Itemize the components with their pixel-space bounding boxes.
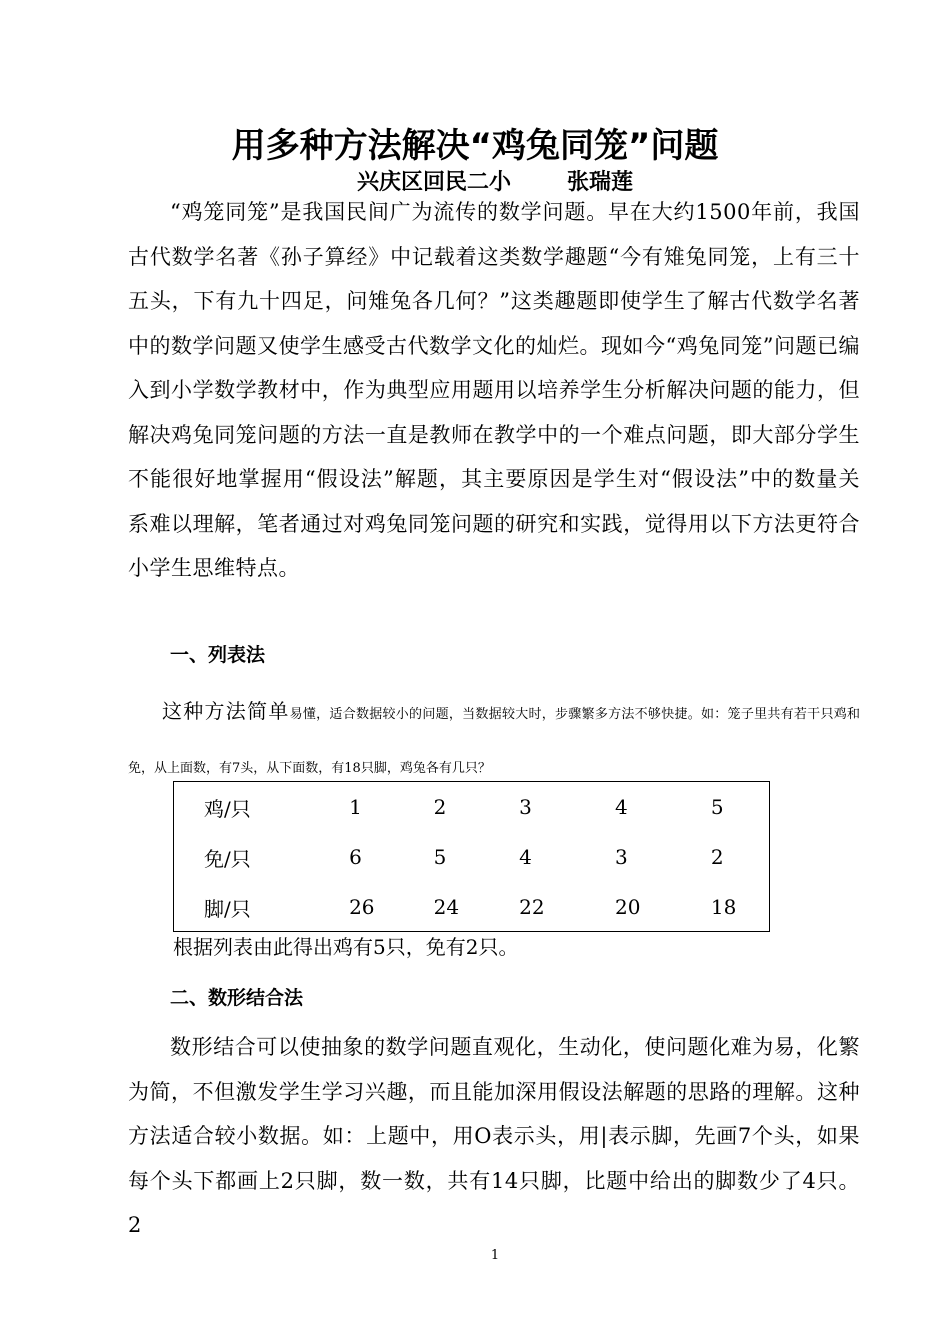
table-cell: 5 [433, 845, 447, 869]
list-method-paragraph [128, 684, 860, 796]
chicken-rabbit-table [173, 781, 770, 932]
table-cell: 脚/只 [204, 896, 251, 921]
table-cell: 鸡/只 [204, 796, 251, 821]
table-cell: 2 [710, 845, 724, 869]
table-row [174, 832, 769, 882]
table-cell: 22 [519, 895, 545, 919]
table-cell: 18 [710, 895, 737, 919]
section-heading-graphic-method: 二、数形结合法 [170, 987, 304, 1009]
author-name: 张瑞莲 [567, 170, 634, 195]
table-row [174, 782, 769, 832]
table-cell: 2 [433, 795, 447, 819]
table-row [174, 882, 769, 932]
table-cell: 6 [349, 845, 362, 869]
table-cell: 24 [433, 895, 460, 919]
table-cell: 免/只 [204, 846, 251, 871]
table-cell: 20 [614, 895, 641, 919]
list-method-lead: 这种方法简单 [162, 699, 290, 723]
table-cell: 4 [519, 845, 532, 869]
section-heading-list-method: 一、列表法 [170, 644, 266, 666]
document-title: 用多种方法解决“鸡兔同笼”问题 [231, 126, 719, 166]
intro-paragraph: “鸡笼同笼”是我国民间广为流传的数学问题。早在大约1500年前，我国古代数学名著《孙子算经》中记载着这类数学趣题“今有雉兔同笼，上有三十五头，下有九十四足，问雉兔各几何？”这类趣题即使学生了解古代数学名著中的数学问题又使学生感受古代数学文化的灿烂。现如今“鸡兔同笼”问题已编入到小学数学教材中，作为典型应用题用以培养学生分析解决问题的能力，但解决鸡兔同笼问题的方法一直是教师在教学中的一个难点问题，即大部分学生不能很好地掌握用“假设法”解题，其主要原因是学生对“假设法”中的数量关系难以理解，笔者通过对鸡兔同笼问题的研究和实践，觉得用以下方法更符合小学生思维特点。 [128, 200, 860, 580]
list-method-body: 易懂，适合数据较小的问题，当数据较大时，步骤繁多方法不够快捷。如：笼子里共有若干只鸡和免，从上面数，有7头，从下面数，有18只脚，鸡兔各有几只？ [128, 707, 860, 776]
table-cell: 3 [614, 845, 628, 869]
table-cell: 3 [519, 795, 532, 819]
table-conclusion: 根据列表由此得出鸡有5只，免有2只。 [173, 935, 519, 959]
author-school: 兴庆区回民二小 [356, 170, 511, 195]
table-cell: 5 [710, 795, 724, 819]
table-cell: 4 [614, 795, 628, 819]
table-cell: 1 [349, 795, 362, 819]
table-cell: 26 [349, 895, 375, 919]
graphic-method-paragraph: 数形结合可以使抽象的数学问题直观化，生动化，使问题化难为易，化繁为简，不但激发学生学习兴趣，而且能加深用假设法解题的思路的理解。这种方法适合较小数据。如：上题中，用O表示头，用|表示脚，先画7个头，如果每个头下都画上2只脚，数一数，共有14只脚，比题中给出的脚数少了4只。2 [128, 1035, 860, 1237]
page-number: 1 [490, 1248, 500, 1263]
